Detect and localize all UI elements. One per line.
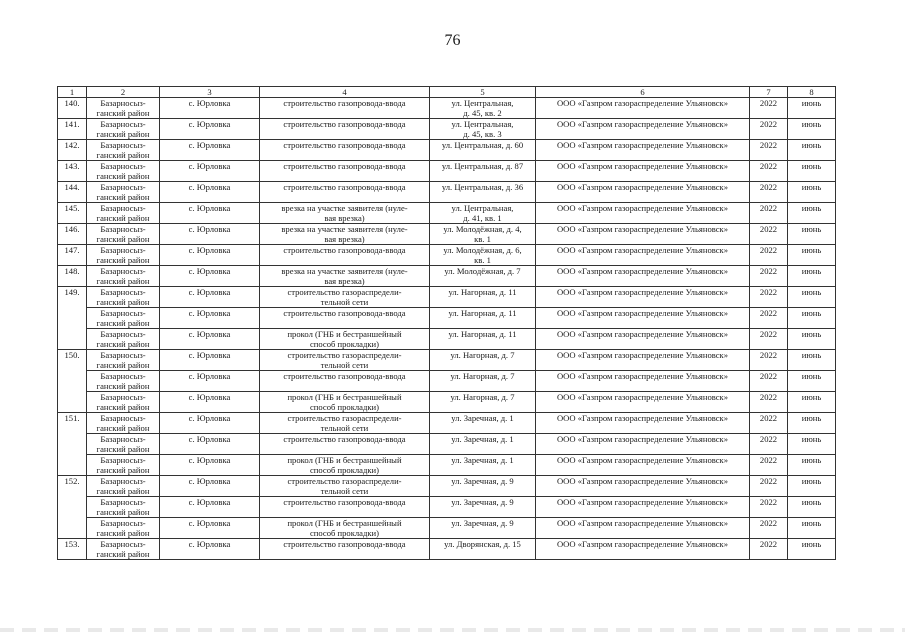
organization-cell: ООО «Газпром газораспределение Ульяновск» xyxy=(536,539,750,560)
year-cell: 2022 xyxy=(750,203,788,224)
year-cell: 2022 xyxy=(750,266,788,287)
organization-cell: ООО «Газпром газораспределение Ульяновск» xyxy=(536,224,750,245)
locality-cell: с. Юрловка xyxy=(160,224,260,245)
district-cell: Базарносыз- ганский район xyxy=(87,224,160,245)
organization-cell: ООО «Газпром газораспределение Ульяновск» xyxy=(536,98,750,119)
month-cell: июнь xyxy=(788,119,836,140)
locality-cell: с. Юрловка xyxy=(160,329,260,350)
row-number-cell: 140. xyxy=(58,98,87,119)
table-body xyxy=(58,98,836,560)
work-type-cell: прокол (ГНБ и бестраншейный способ прокладки) xyxy=(260,329,430,350)
organization-cell: ООО «Газпром газораспределение Ульяновск» xyxy=(536,161,750,182)
address-cell: ул. Заречная, д. 9 xyxy=(430,476,536,497)
year-cell: 2022 xyxy=(750,392,788,413)
month-cell: июнь xyxy=(788,287,836,308)
year-cell: 2022 xyxy=(750,245,788,266)
locality-cell: с. Юрловка xyxy=(160,539,260,560)
page-number: 76 xyxy=(444,32,461,49)
district-cell: Базарносыз- ганский район xyxy=(87,539,160,560)
district-cell: Базарносыз- ганский район xyxy=(87,266,160,287)
row-number-cell: 149. xyxy=(58,287,87,350)
address-cell: ул. Центральная, д. 87 xyxy=(430,161,536,182)
month-cell: июнь xyxy=(788,518,836,539)
row-number-cell: 147. xyxy=(58,245,87,266)
table-row xyxy=(58,266,836,287)
month-cell: июнь xyxy=(788,224,836,245)
locality-cell: с. Юрловка xyxy=(160,518,260,539)
organization-cell: ООО «Газпром газораспределение Ульяновск» xyxy=(536,392,750,413)
work-type-cell: строительство газопровода-ввода xyxy=(260,497,430,518)
organization-cell: ООО «Газпром газораспределение Ульяновск» xyxy=(536,518,750,539)
work-type-cell: врезка на участке заявителя (нуле- вая врезка) xyxy=(260,203,430,224)
table-row xyxy=(58,287,836,308)
month-cell: июнь xyxy=(788,476,836,497)
address-cell: ул. Молодёжная, д. 7 xyxy=(430,266,536,287)
row-number-cell: 145. xyxy=(58,203,87,224)
district-cell: Базарносыз- ганский район xyxy=(87,476,160,497)
year-cell: 2022 xyxy=(750,140,788,161)
work-type-cell: строительство газопровода-ввода xyxy=(260,539,430,560)
organization-cell: ООО «Газпром газораспределение Ульяновск» xyxy=(536,497,750,518)
month-cell: июнь xyxy=(788,329,836,350)
work-type-cell: строительство газопровода-ввода xyxy=(260,98,430,119)
organization-cell: ООО «Газпром газораспределение Ульяновск» xyxy=(536,350,750,371)
month-cell: июнь xyxy=(788,245,836,266)
district-cell: Базарносыз- ганский район xyxy=(87,119,160,140)
address-cell: ул. Дворянская, д. 15 xyxy=(430,539,536,560)
month-cell: июнь xyxy=(788,308,836,329)
month-cell: июнь xyxy=(788,350,836,371)
work-type-cell: строительство газопровода-ввода xyxy=(260,140,430,161)
district-cell: Базарносыз- ганский район xyxy=(87,413,160,434)
table-row xyxy=(58,497,836,518)
locality-cell: с. Юрловка xyxy=(160,266,260,287)
month-cell: июнь xyxy=(788,203,836,224)
address-cell: ул. Заречная, д. 9 xyxy=(430,518,536,539)
address-cell: ул. Заречная, д. 1 xyxy=(430,413,536,434)
work-type-cell: врезка на участке заявителя (нуле- вая врезка) xyxy=(260,224,430,245)
month-cell: июнь xyxy=(788,434,836,455)
organization-cell: ООО «Газпром газораспределение Ульяновск» xyxy=(536,119,750,140)
table-row xyxy=(58,539,836,560)
district-cell: Базарносыз- ганский район xyxy=(87,245,160,266)
table-row xyxy=(58,476,836,497)
month-cell: июнь xyxy=(788,413,836,434)
year-cell: 2022 xyxy=(750,224,788,245)
year-cell: 2022 xyxy=(750,413,788,434)
locality-cell: с. Юрловка xyxy=(160,350,260,371)
table-row xyxy=(58,245,836,266)
month-cell: июнь xyxy=(788,539,836,560)
row-number-cell: 150. xyxy=(58,350,87,413)
work-type-cell: строительство газопровода-ввода xyxy=(260,308,430,329)
locality-cell: с. Юрловка xyxy=(160,182,260,203)
district-cell: Базарносыз- ганский район xyxy=(87,329,160,350)
address-cell: ул. Нагорная, д. 11 xyxy=(430,329,536,350)
district-cell: Базарносыз- ганский район xyxy=(87,203,160,224)
header-row xyxy=(58,87,836,98)
district-cell: Базарносыз- ганский район xyxy=(87,140,160,161)
row-number-cell: 142. xyxy=(58,140,87,161)
table-row xyxy=(58,434,836,455)
work-type-cell: строительство газопровода-ввода xyxy=(260,245,430,266)
work-type-cell: прокол (ГНБ и бестраншейный способ прокладки) xyxy=(260,518,430,539)
scan-artifact-strip xyxy=(0,628,905,632)
year-cell: 2022 xyxy=(750,497,788,518)
row-number-cell: 143. xyxy=(58,161,87,182)
district-cell: Базарносыз- ганский район xyxy=(87,308,160,329)
table-row xyxy=(58,392,836,413)
work-type-cell: строительство газопровода-ввода xyxy=(260,371,430,392)
month-cell: июнь xyxy=(788,371,836,392)
locality-cell: с. Юрловка xyxy=(160,455,260,476)
table-row xyxy=(58,203,836,224)
address-cell: ул. Нагорная, д. 7 xyxy=(430,392,536,413)
table-row xyxy=(58,119,836,140)
table-row xyxy=(58,224,836,245)
work-type-cell: строительство газопровода-ввода xyxy=(260,182,430,203)
locality-cell: с. Юрловка xyxy=(160,287,260,308)
col-header-6: 6 xyxy=(536,87,750,98)
row-number-cell: 144. xyxy=(58,182,87,203)
year-cell: 2022 xyxy=(750,182,788,203)
district-cell: Базарносыз- ганский район xyxy=(87,455,160,476)
col-header-2: 2 xyxy=(87,87,160,98)
row-number-cell: 153. xyxy=(58,539,87,560)
address-cell: ул. Заречная, д. 1 xyxy=(430,455,536,476)
year-cell: 2022 xyxy=(750,350,788,371)
organization-cell: ООО «Газпром газораспределение Ульяновск» xyxy=(536,434,750,455)
district-cell: Базарносыз- ганский район xyxy=(87,497,160,518)
table-row xyxy=(58,140,836,161)
row-number-cell: 146. xyxy=(58,224,87,245)
district-cell: Базарносыз- ганский район xyxy=(87,287,160,308)
district-cell: Базарносыз- ганский район xyxy=(87,392,160,413)
organization-cell: ООО «Газпром газораспределение Ульяновск» xyxy=(536,203,750,224)
gas-works-table xyxy=(57,86,836,560)
district-cell: Базарносыз- ганский район xyxy=(87,434,160,455)
address-cell: ул. Центральная, д. 45, кв. 3 xyxy=(430,119,536,140)
row-number-cell: 141. xyxy=(58,119,87,140)
district-cell: Базарносыз- ганский район xyxy=(87,161,160,182)
year-cell: 2022 xyxy=(750,518,788,539)
organization-cell: ООО «Газпром газораспределение Ульяновск» xyxy=(536,245,750,266)
address-cell: ул. Молодёжная, д. 4, кв. 1 xyxy=(430,224,536,245)
organization-cell: ООО «Газпром газораспределение Ульяновск» xyxy=(536,266,750,287)
address-cell: ул. Нагорная, д. 7 xyxy=(430,350,536,371)
locality-cell: с. Юрловка xyxy=(160,413,260,434)
month-cell: июнь xyxy=(788,497,836,518)
table-row xyxy=(58,329,836,350)
address-cell: ул. Нагорная, д. 11 xyxy=(430,308,536,329)
year-cell: 2022 xyxy=(750,98,788,119)
address-cell: ул. Заречная, д. 9 xyxy=(430,497,536,518)
locality-cell: с. Юрловка xyxy=(160,371,260,392)
locality-cell: с. Юрловка xyxy=(160,203,260,224)
col-header-8: 8 xyxy=(788,87,836,98)
organization-cell: ООО «Газпром газораспределение Ульяновск» xyxy=(536,413,750,434)
month-cell: июнь xyxy=(788,266,836,287)
organization-cell: ООО «Газпром газораспределение Ульяновск» xyxy=(536,371,750,392)
locality-cell: с. Юрловка xyxy=(160,161,260,182)
locality-cell: с. Юрловка xyxy=(160,119,260,140)
district-cell: Базарносыз- ганский район xyxy=(87,350,160,371)
year-cell: 2022 xyxy=(750,161,788,182)
year-cell: 2022 xyxy=(750,455,788,476)
table-row xyxy=(58,161,836,182)
locality-cell: с. Юрловка xyxy=(160,392,260,413)
address-cell: ул. Центральная, д. 36 xyxy=(430,182,536,203)
work-type-cell: прокол (ГНБ и бестраншейный способ прокладки) xyxy=(260,392,430,413)
organization-cell: ООО «Газпром газораспределение Ульяновск» xyxy=(536,308,750,329)
col-header-7: 7 xyxy=(750,87,788,98)
work-type-cell: строительство газораспредели- тельной сети xyxy=(260,476,430,497)
locality-cell: с. Юрловка xyxy=(160,140,260,161)
row-number-cell: 148. xyxy=(58,266,87,287)
year-cell: 2022 xyxy=(750,476,788,497)
table-row xyxy=(58,350,836,371)
organization-cell: ООО «Газпром газораспределение Ульяновск» xyxy=(536,140,750,161)
table-row xyxy=(58,308,836,329)
table-row xyxy=(58,518,836,539)
month-cell: июнь xyxy=(788,161,836,182)
year-cell: 2022 xyxy=(750,539,788,560)
work-type-cell: врезка на участке заявителя (нуле- вая врезка) xyxy=(260,266,430,287)
col-header-4: 4 xyxy=(260,87,430,98)
table-row xyxy=(58,371,836,392)
table-row xyxy=(58,182,836,203)
district-cell: Базарносыз- ганский район xyxy=(87,518,160,539)
locality-cell: с. Юрловка xyxy=(160,476,260,497)
address-cell: ул. Заречная, д. 1 xyxy=(430,434,536,455)
work-type-cell: строительство газопровода-ввода xyxy=(260,119,430,140)
month-cell: июнь xyxy=(788,455,836,476)
locality-cell: с. Юрловка xyxy=(160,497,260,518)
organization-cell: ООО «Газпром газораспределение Ульяновск» xyxy=(536,455,750,476)
year-cell: 2022 xyxy=(750,308,788,329)
month-cell: июнь xyxy=(788,140,836,161)
work-type-cell: строительство газопровода-ввода xyxy=(260,161,430,182)
col-header-1: 1 xyxy=(58,87,87,98)
row-number-cell: 152. xyxy=(58,476,87,539)
address-cell: ул. Центральная, д. 60 xyxy=(430,140,536,161)
work-type-cell: строительство газораспредели- тельной сети xyxy=(260,413,430,434)
locality-cell: с. Юрловка xyxy=(160,434,260,455)
table-row xyxy=(58,455,836,476)
year-cell: 2022 xyxy=(750,329,788,350)
table-row xyxy=(58,413,836,434)
year-cell: 2022 xyxy=(750,371,788,392)
work-type-cell: строительство газопровода-ввода xyxy=(260,434,430,455)
address-cell: ул. Нагорная, д. 7 xyxy=(430,371,536,392)
organization-cell: ООО «Газпром газораспределение Ульяновск» xyxy=(536,182,750,203)
row-number-cell: 151. xyxy=(58,413,87,476)
address-cell: ул. Центральная, д. 45, кв. 2 xyxy=(430,98,536,119)
work-type-cell: строительство газораспредели- тельной сети xyxy=(260,350,430,371)
work-type-cell: строительство газораспредели- тельной сети xyxy=(260,287,430,308)
year-cell: 2022 xyxy=(750,287,788,308)
organization-cell: ООО «Газпром газораспределение Ульяновск» xyxy=(536,476,750,497)
month-cell: июнь xyxy=(788,98,836,119)
district-cell: Базарносыз- ганский район xyxy=(87,98,160,119)
district-cell: Базарносыз- ганский район xyxy=(87,371,160,392)
work-type-cell: прокол (ГНБ и бестраншейный способ прокладки) xyxy=(260,455,430,476)
month-cell: июнь xyxy=(788,182,836,203)
month-cell: июнь xyxy=(788,392,836,413)
address-cell: ул. Центральная, д. 41, кв. 1 xyxy=(430,203,536,224)
table-row xyxy=(58,98,836,119)
address-cell: ул. Молодёжная, д. 6, кв. 1 xyxy=(430,245,536,266)
year-cell: 2022 xyxy=(750,434,788,455)
locality-cell: с. Юрловка xyxy=(160,98,260,119)
year-cell: 2022 xyxy=(750,119,788,140)
locality-cell: с. Юрловка xyxy=(160,245,260,266)
organization-cell: ООО «Газпром газораспределение Ульяновск» xyxy=(536,329,750,350)
col-header-3: 3 xyxy=(160,87,260,98)
col-header-5: 5 xyxy=(430,87,536,98)
district-cell: Базарносыз- ганский район xyxy=(87,182,160,203)
organization-cell: ООО «Газпром газораспределение Ульяновск» xyxy=(536,287,750,308)
address-cell: ул. Нагорная, д. 11 xyxy=(430,287,536,308)
locality-cell: с. Юрловка xyxy=(160,308,260,329)
